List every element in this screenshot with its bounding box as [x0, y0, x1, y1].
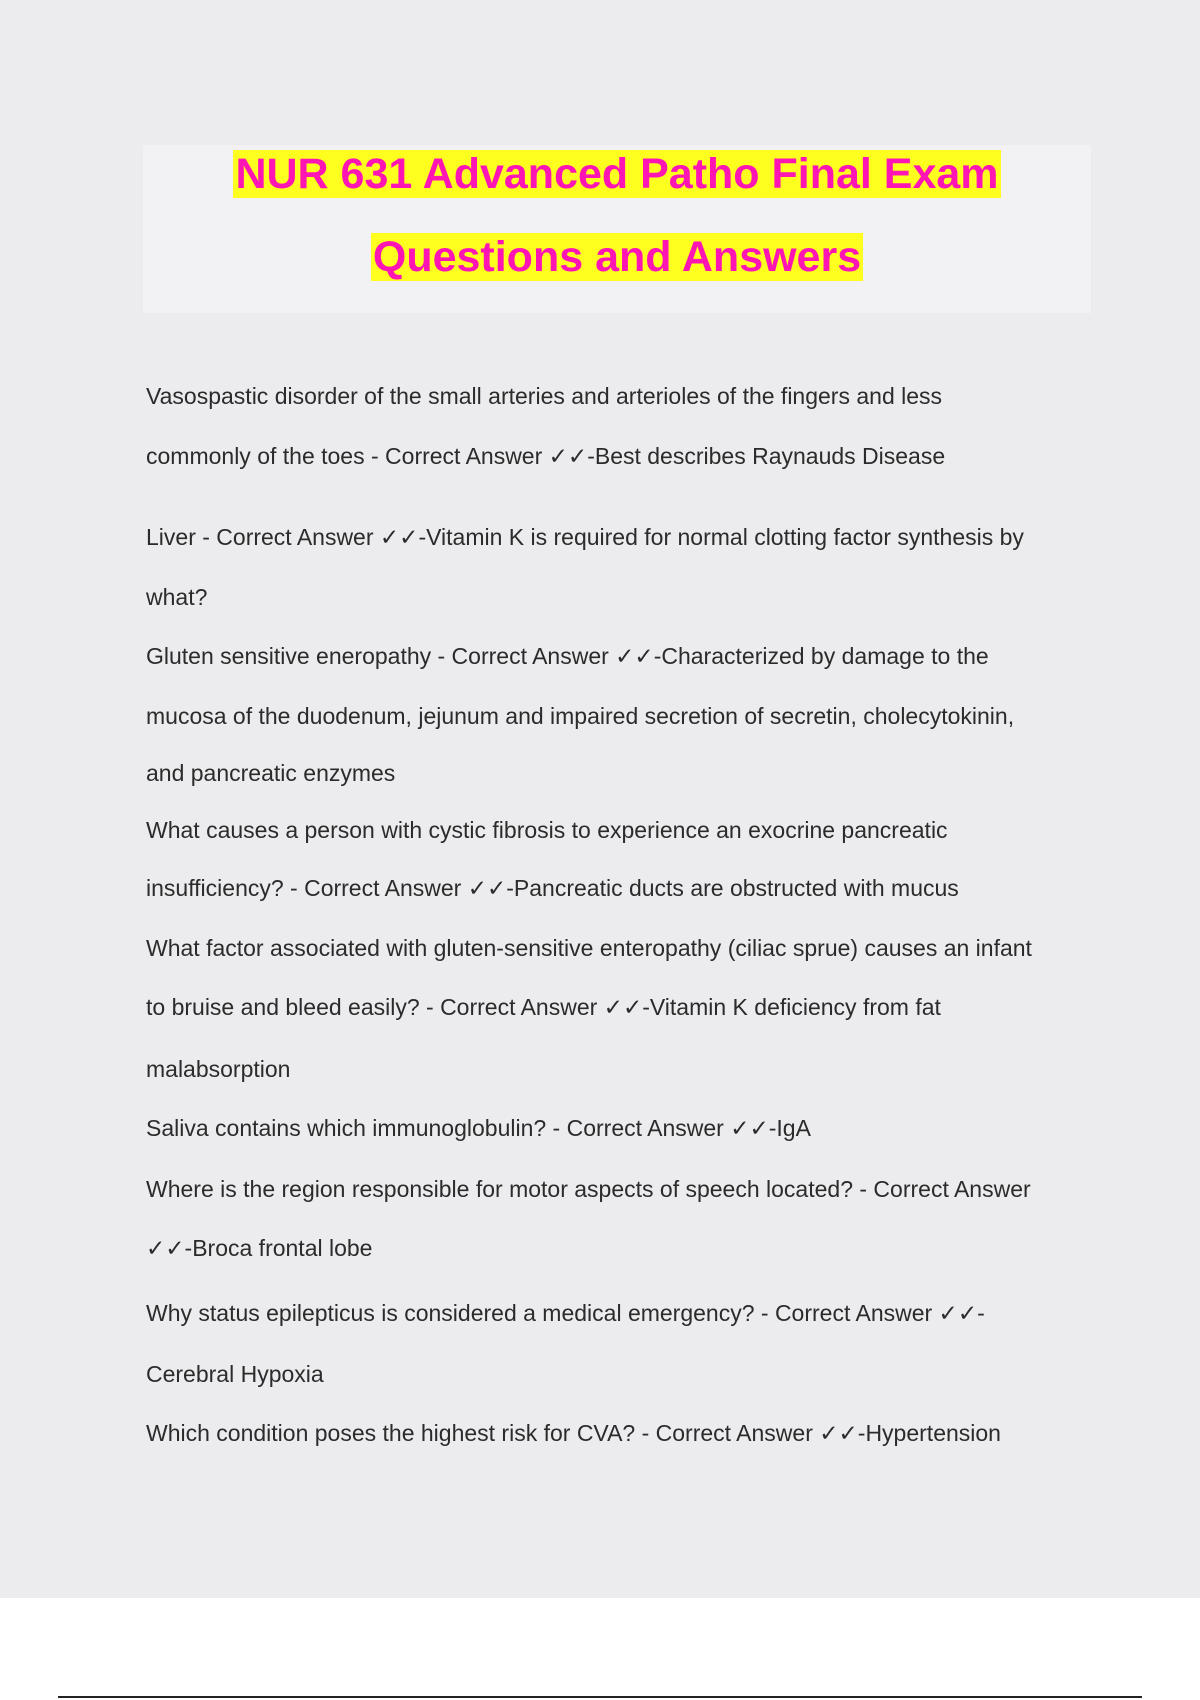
text-line: Liver - Correct Answer ✓✓-Vitamin K is required for normal clotting factor synthesis by: [146, 524, 1024, 550]
document-title-line-2: Questions and Answers: [372, 233, 862, 281]
title-line-1-wrap: [143, 146, 1091, 202]
text-line: mucosa of the duodenum, jejunum and impaired secretion of secretin, cholecytokinin,: [146, 703, 1015, 729]
text-line: Vasospastic disorder of the small arteries and arterioles of the fingers and less: [146, 383, 943, 409]
text-line: ✓✓-Broca frontal lobe: [146, 1235, 373, 1261]
text-line: Cerebral Hypoxia: [146, 1361, 324, 1387]
text-line: to bruise and bleed easily? - Correct Answer ✓✓-Vitamin K deficiency from fat: [146, 994, 941, 1020]
text-line: insufficiency? - Correct Answer ✓✓-Pancreatic ducts are obstructed with mucus: [146, 875, 959, 901]
text-line: Saliva contains which immunoglobulin? - Correct Answer ✓✓-IgA: [146, 1115, 811, 1141]
title-line-2-wrap: [143, 229, 1091, 285]
text-line: Where is the region responsible for motor aspects of speech located? - Correct Answer: [146, 1176, 1031, 1202]
text-line: Why status epilepticus is considered a medical emergency? - Correct Answer ✓✓-: [146, 1300, 985, 1326]
text-line: What factor associated with gluten-sensitive enteropathy (ciliac sprue) causes an infant: [146, 935, 1032, 961]
text-line: malabsorption: [146, 1056, 291, 1082]
text-line: Which condition poses the highest risk for CVA? - Correct Answer ✓✓-Hypertension: [146, 1420, 1001, 1446]
text-line: What causes a person with cystic fibrosis to experience an exocrine pancreatic: [146, 817, 948, 843]
text-line: what?: [146, 584, 208, 610]
text-line: commonly of the toes - Correct Answer ✓✓-Best describes Raynauds Disease: [146, 443, 946, 469]
text-line: and pancreatic enzymes: [146, 760, 396, 786]
footer-rule: [58, 1696, 1142, 1698]
text-line: Gluten sensitive eneropathy - Correct Answer ✓✓-Characterized by damage to the: [146, 643, 989, 669]
document-title-line-1: NUR 631 Advanced Patho Final Exam: [235, 150, 999, 198]
